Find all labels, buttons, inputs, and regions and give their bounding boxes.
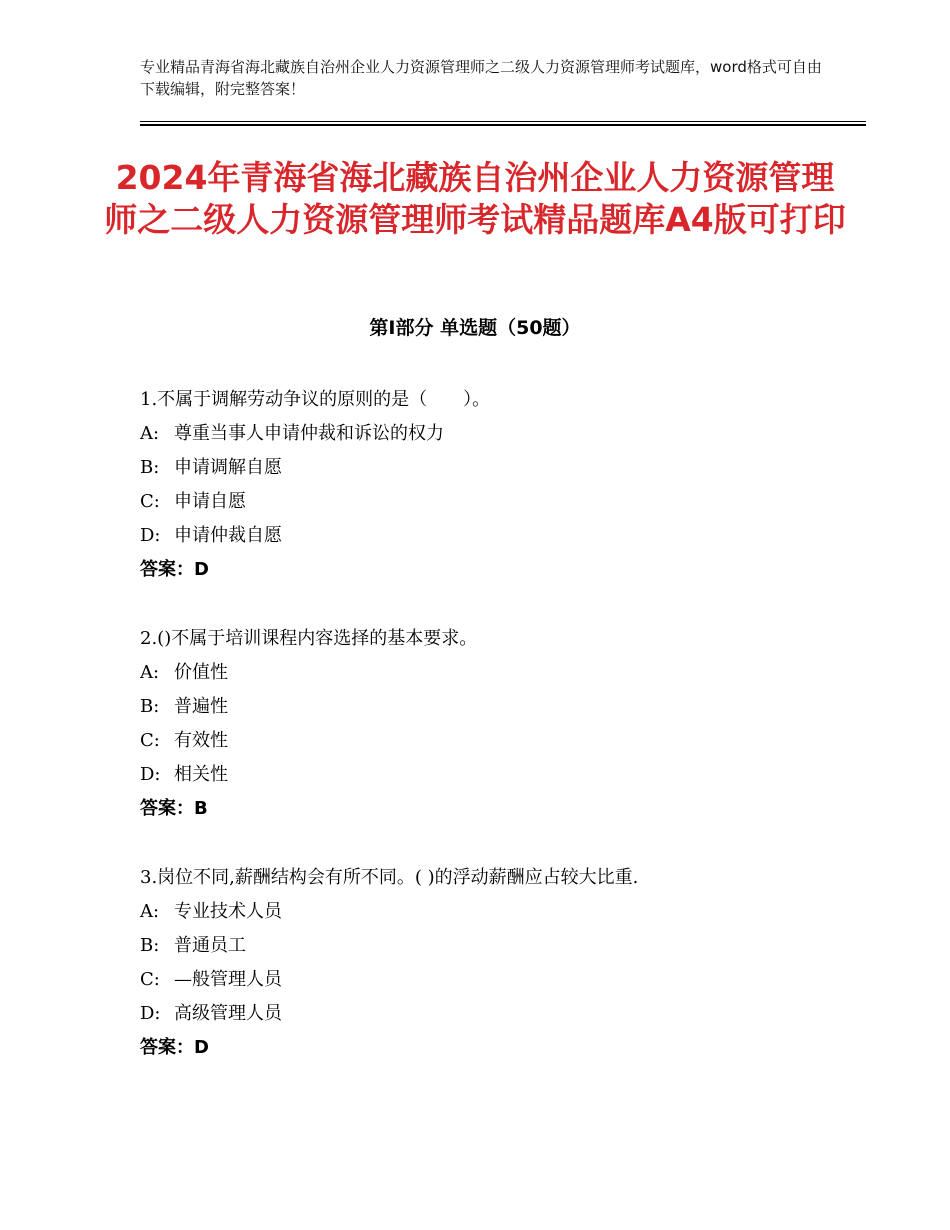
- option-b: [140, 451, 860, 485]
- option-text: 申请自愿: [174, 491, 246, 512]
- question-stem: 1.不属于调解劳动争议的原则的是（ ）。: [140, 389, 491, 410]
- option-letter: B:: [140, 457, 160, 478]
- option-b: [140, 929, 860, 963]
- option-letter: A:: [140, 662, 160, 683]
- document-title: 2024年青海省海北藏族自治州企业人力资源管理师之二级人力资源管理师考试精品题库A4版可打印: [104, 158, 846, 239]
- question-2: [140, 622, 860, 826]
- option-text: 尊重当事人申请仲裁和诉讼的权力: [174, 423, 444, 444]
- option-a: [140, 417, 860, 451]
- option-a: [140, 656, 860, 690]
- option-letter: C:: [140, 491, 160, 512]
- option-c: [140, 724, 860, 758]
- option-d: [140, 997, 860, 1031]
- option-letter: A:: [140, 423, 160, 444]
- option-letter: C:: [140, 730, 160, 751]
- header-note: 专业精品青海省海北藏族自治州企业人力资源管理师之二级人力资源管理师考试题库，word格式可自由下载编辑，附完整答案！: [140, 58, 822, 98]
- question-3: [140, 861, 860, 1065]
- option-c: [140, 485, 860, 519]
- option-letter: D:: [140, 525, 161, 546]
- option-text: 价值性: [174, 662, 228, 683]
- option-text: 相关性: [174, 764, 228, 785]
- option-b: [140, 690, 860, 724]
- section-heading: 第Ⅰ部分 单选题（50题）: [369, 317, 581, 339]
- option-text: 申请调解自愿: [174, 457, 282, 478]
- option-letter: B:: [140, 935, 160, 956]
- option-text: 有效性: [174, 730, 228, 751]
- question-1: [140, 383, 860, 587]
- option-text: 普遍性: [174, 696, 228, 717]
- option-c: [140, 963, 860, 997]
- question-stem: 3.岗位不同,薪酬结构会有所不同。( )的浮动薪酬应占较大比重.: [140, 867, 639, 888]
- option-letter: B:: [140, 696, 160, 717]
- option-text: —般管理人员: [174, 969, 282, 990]
- question-stem: 2.()不属于培训课程内容选择的基本要求。: [140, 628, 478, 649]
- option-letter: C:: [140, 969, 160, 990]
- answer-line: 答案：D: [140, 1037, 209, 1058]
- option-d: [140, 519, 860, 553]
- option-text: 普通员工: [174, 935, 246, 956]
- option-text: 申请仲裁自愿: [174, 525, 282, 546]
- option-letter: D:: [140, 764, 161, 785]
- option-text: 高级管理人员: [174, 1003, 282, 1024]
- option-a: [140, 895, 860, 929]
- option-letter: A:: [140, 901, 160, 922]
- answer-line: 答案：B: [140, 798, 208, 819]
- option-text: 专业技术人员: [174, 901, 282, 922]
- option-d: [140, 758, 860, 792]
- answer-line: 答案：D: [140, 559, 209, 580]
- option-letter: D:: [140, 1003, 161, 1024]
- header-divider: [140, 121, 866, 126]
